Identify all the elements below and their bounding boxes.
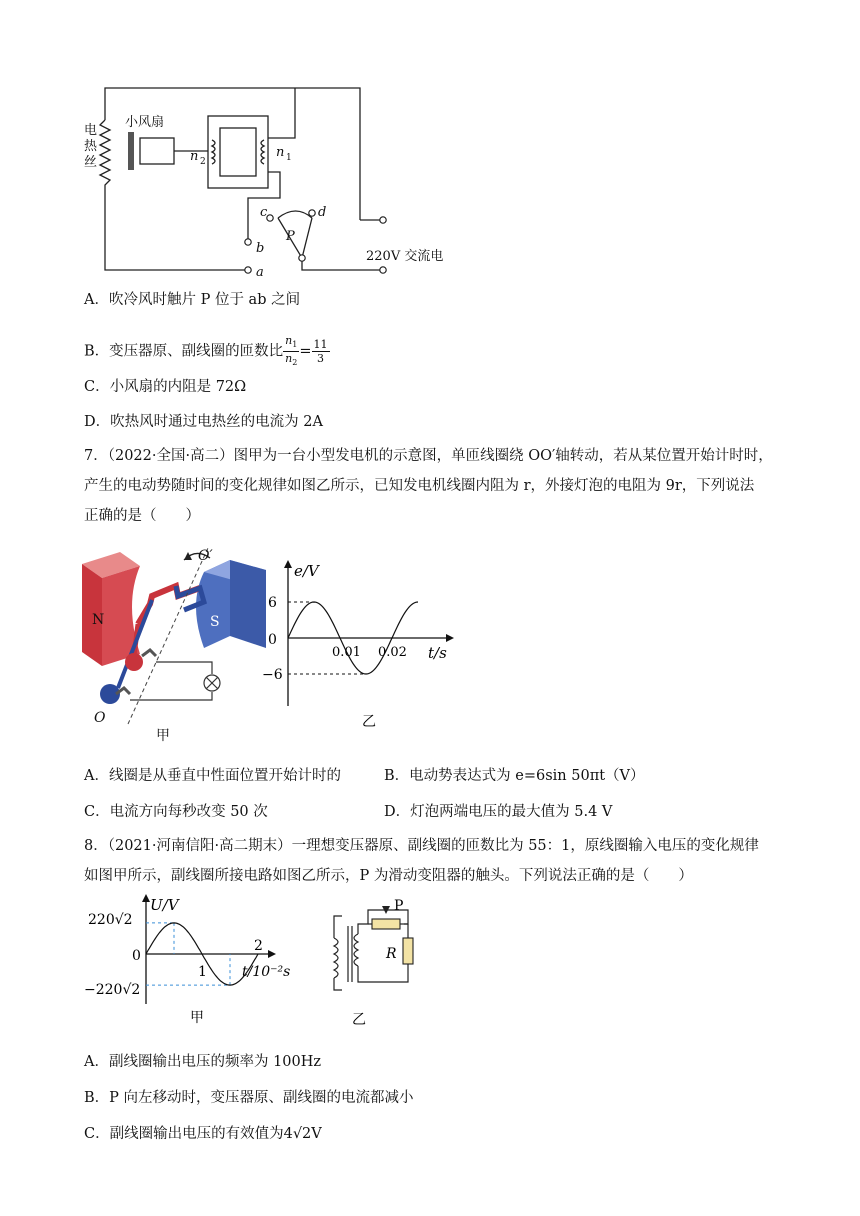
- q7-option-a: A．线圈是从垂直中性面位置开始计时的: [84, 768, 341, 784]
- q8-option-a: A．副线圈输出电压的频率为 100Hz: [84, 1054, 322, 1070]
- svg-text:P: P: [286, 229, 295, 244]
- voltage-time-chart: [84, 894, 304, 1034]
- y-tick-6: 6: [268, 595, 277, 611]
- slider-p-label: P: [394, 898, 404, 914]
- y-tick-pos: 220√2: [88, 912, 133, 928]
- y-tick-neg6: −6: [262, 667, 283, 683]
- q8-stem-line1: 8．（2021·河南信阳·高二期末）一理想变压器原、副线圈的匝数比为 55：1，原线圈输入电压的变化规律: [84, 838, 759, 854]
- svg-text:S: S: [210, 614, 220, 630]
- q8-stem-line2: 如图甲所示，副线圈所接电路如图乙所示，P 为滑动变阻器的触头。下列说法正确的是（ ）: [84, 868, 693, 884]
- x-axis-label: t/10⁻²s: [242, 964, 291, 980]
- q7-option-b: B．电动势表达式为 e=6sin 50πt（V）: [384, 768, 645, 784]
- hair-dryer-circuit-figure: [80, 80, 460, 280]
- svg-text:n: n: [276, 145, 285, 160]
- svg-text:a: a: [256, 265, 264, 280]
- svg-text:O′: O′: [198, 548, 213, 564]
- svg-text:甲: 甲: [156, 728, 170, 744]
- y-axis-label: U/V: [150, 896, 179, 914]
- q7-stem-line3: 正确的是（ ）: [84, 508, 200, 524]
- svg-text:2: 2: [200, 157, 206, 167]
- fan-label: 小风扇: [125, 115, 165, 130]
- heater-label-1: 电: [84, 123, 98, 138]
- svg-text:n: n: [190, 149, 199, 164]
- q6-option-b: B．变压器原、副线圈的匝数比 $\frac{n_1}{n_2}$ = $\frac{11}{3}$: [84, 334, 328, 368]
- q6-option-a: A．吹冷风时触片 P 位于 ab 之间: [84, 292, 301, 308]
- figure-label-yi: 乙: [352, 1012, 366, 1028]
- x-tick-001: 0.01: [332, 645, 361, 660]
- emf-time-chart: [260, 556, 460, 736]
- y-axis-label: e/V: [294, 562, 319, 580]
- y-tick-0: 0: [132, 948, 141, 964]
- heater-label-3: 丝: [84, 155, 98, 170]
- q8-option-c: C．副线圈输出电压的有效值为4√2V: [84, 1126, 322, 1142]
- q8-option-b: B．P 向左移动时，变压器原、副线圈的电流都减小: [84, 1090, 414, 1106]
- y-tick-neg: −220√2: [84, 982, 141, 998]
- x-axis-label: t/s: [428, 644, 447, 662]
- svg-text:b: b: [256, 241, 265, 256]
- source-label: 220V 交流电: [366, 249, 444, 264]
- q6-option-d: D．吹热风时通过电热丝的电流为 2A: [84, 414, 323, 430]
- transformer-circuit-figure: [312, 896, 432, 1036]
- figure-label-jia: 甲: [190, 1010, 204, 1026]
- q7-option-d: D．灯泡两端电压的最大值为 5.4 V: [384, 804, 613, 820]
- svg-text:O: O: [94, 710, 106, 726]
- fan-blade-icon: [128, 132, 134, 170]
- x-tick-2: 2: [254, 938, 263, 954]
- svg-text:N: N: [92, 612, 105, 628]
- resistor-r-label: R: [386, 946, 397, 962]
- q6-option-c: C．小风扇的内阻是 72Ω: [84, 379, 247, 395]
- svg-text:1: 1: [286, 153, 292, 163]
- y-tick-0: 0: [268, 632, 277, 648]
- q7-stem-line1: 7．（2022·全国·高二）图甲为一台小型发电机的示意图，单匝线圈绕 OO′轴转动，若从某位置开始计时时，: [84, 448, 773, 464]
- q7-option-c: C．电流方向每秒改变 50 次: [84, 804, 268, 820]
- generator-figure: [80, 544, 270, 744]
- x-tick-1: 1: [198, 964, 207, 980]
- q7-stem-line2: 产生的电动势随时间的变化规律如图乙所示，已知发电机线圈内阻为 r，外接灯泡的电阻为 9r，下列说法: [84, 478, 755, 494]
- figure-label-yi: 乙: [362, 714, 376, 730]
- svg-text:c: c: [260, 205, 268, 220]
- heater-label-2: 热: [84, 139, 98, 154]
- svg-text:d: d: [318, 205, 327, 220]
- x-tick-002: 0.02: [378, 645, 407, 660]
